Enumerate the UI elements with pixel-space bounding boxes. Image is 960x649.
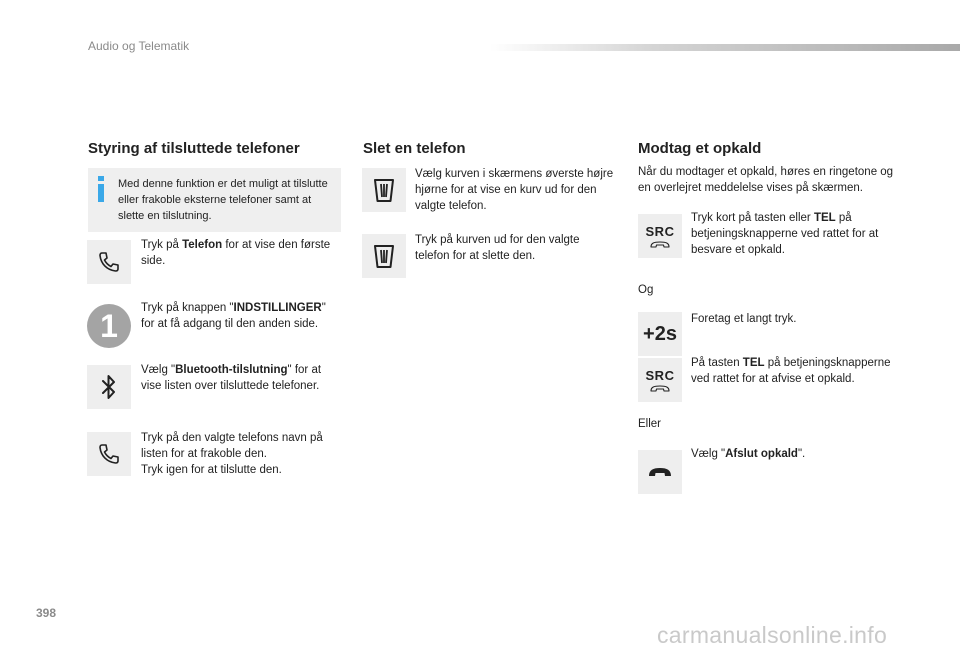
trash-icon bbox=[362, 234, 406, 278]
step-indstillinger-text: Tryk på knappen "INDSTILLINGER" for at få adgang til den anden side. bbox=[141, 302, 326, 330]
col2-title: Slet en telefon bbox=[363, 140, 466, 157]
step-telefon-text: Tryk på Telefon for at vise den første side. bbox=[141, 239, 331, 267]
phone-icon bbox=[87, 240, 131, 284]
trash-icon bbox=[362, 168, 406, 212]
answer-call-text: Tryk kort på tasten eller TEL på betjeningsknapperne ved rattet for at besvare et opkald. bbox=[691, 212, 879, 256]
src-icon: SRC bbox=[638, 214, 682, 258]
step-bluetooth-text: Vælg "Bluetooth-tilslutning" for at vise listen over tilsluttede telefoner. bbox=[141, 364, 322, 392]
step-1-icon: 1 bbox=[87, 304, 131, 348]
eller-label: Eller bbox=[638, 418, 662, 430]
page-number: 398 bbox=[36, 606, 57, 620]
phone-icon bbox=[87, 432, 131, 476]
step-disconnect-text: Tryk på den valgte telefons navn på listen for at frakoble den. Tryk igen for at tilslutte den. bbox=[141, 432, 323, 476]
col3-intro: Når du modtager et opkald, høres en ringetone og en overlejret meddelelse vises på skærmen. bbox=[638, 166, 894, 194]
section-header: Audio og Telematik bbox=[88, 39, 190, 53]
trash-delete-text: Tryk på kurven ud for den valgte telefon for at slette den. bbox=[415, 234, 580, 262]
hang-up-icon bbox=[638, 450, 682, 494]
src-icon: SRC bbox=[638, 358, 682, 402]
og-label: Og bbox=[638, 284, 654, 296]
watermark: carmanualsonline.info bbox=[657, 622, 888, 648]
col1-title: Styring af tilsluttede telefoner bbox=[88, 140, 300, 157]
info-text: Med denne funktion er det muligt at tilslutte eller frakoble eksterne telefoner samt at slette en tilslutning. bbox=[118, 178, 328, 222]
reject-call-text: På tasten TEL på betjeningsknapperne ved rattet for at afvise et opkald. bbox=[691, 357, 891, 385]
long-press-text: Foretag et langt tryk. bbox=[691, 313, 797, 325]
info-icon bbox=[96, 176, 106, 202]
trash-select-text: Vælg kurven i skærmens øverste højre hjørne for at vise en kurv ud for den valgte telefon. bbox=[415, 168, 614, 212]
long-press-icon: +2s bbox=[638, 312, 682, 356]
bluetooth-icon bbox=[87, 365, 131, 409]
col3-title: Modtag et opkald bbox=[638, 140, 762, 157]
end-call-text: Vælg "Afslut opkald". bbox=[691, 448, 806, 460]
header-divider bbox=[490, 44, 960, 51]
info-box bbox=[88, 168, 341, 232]
